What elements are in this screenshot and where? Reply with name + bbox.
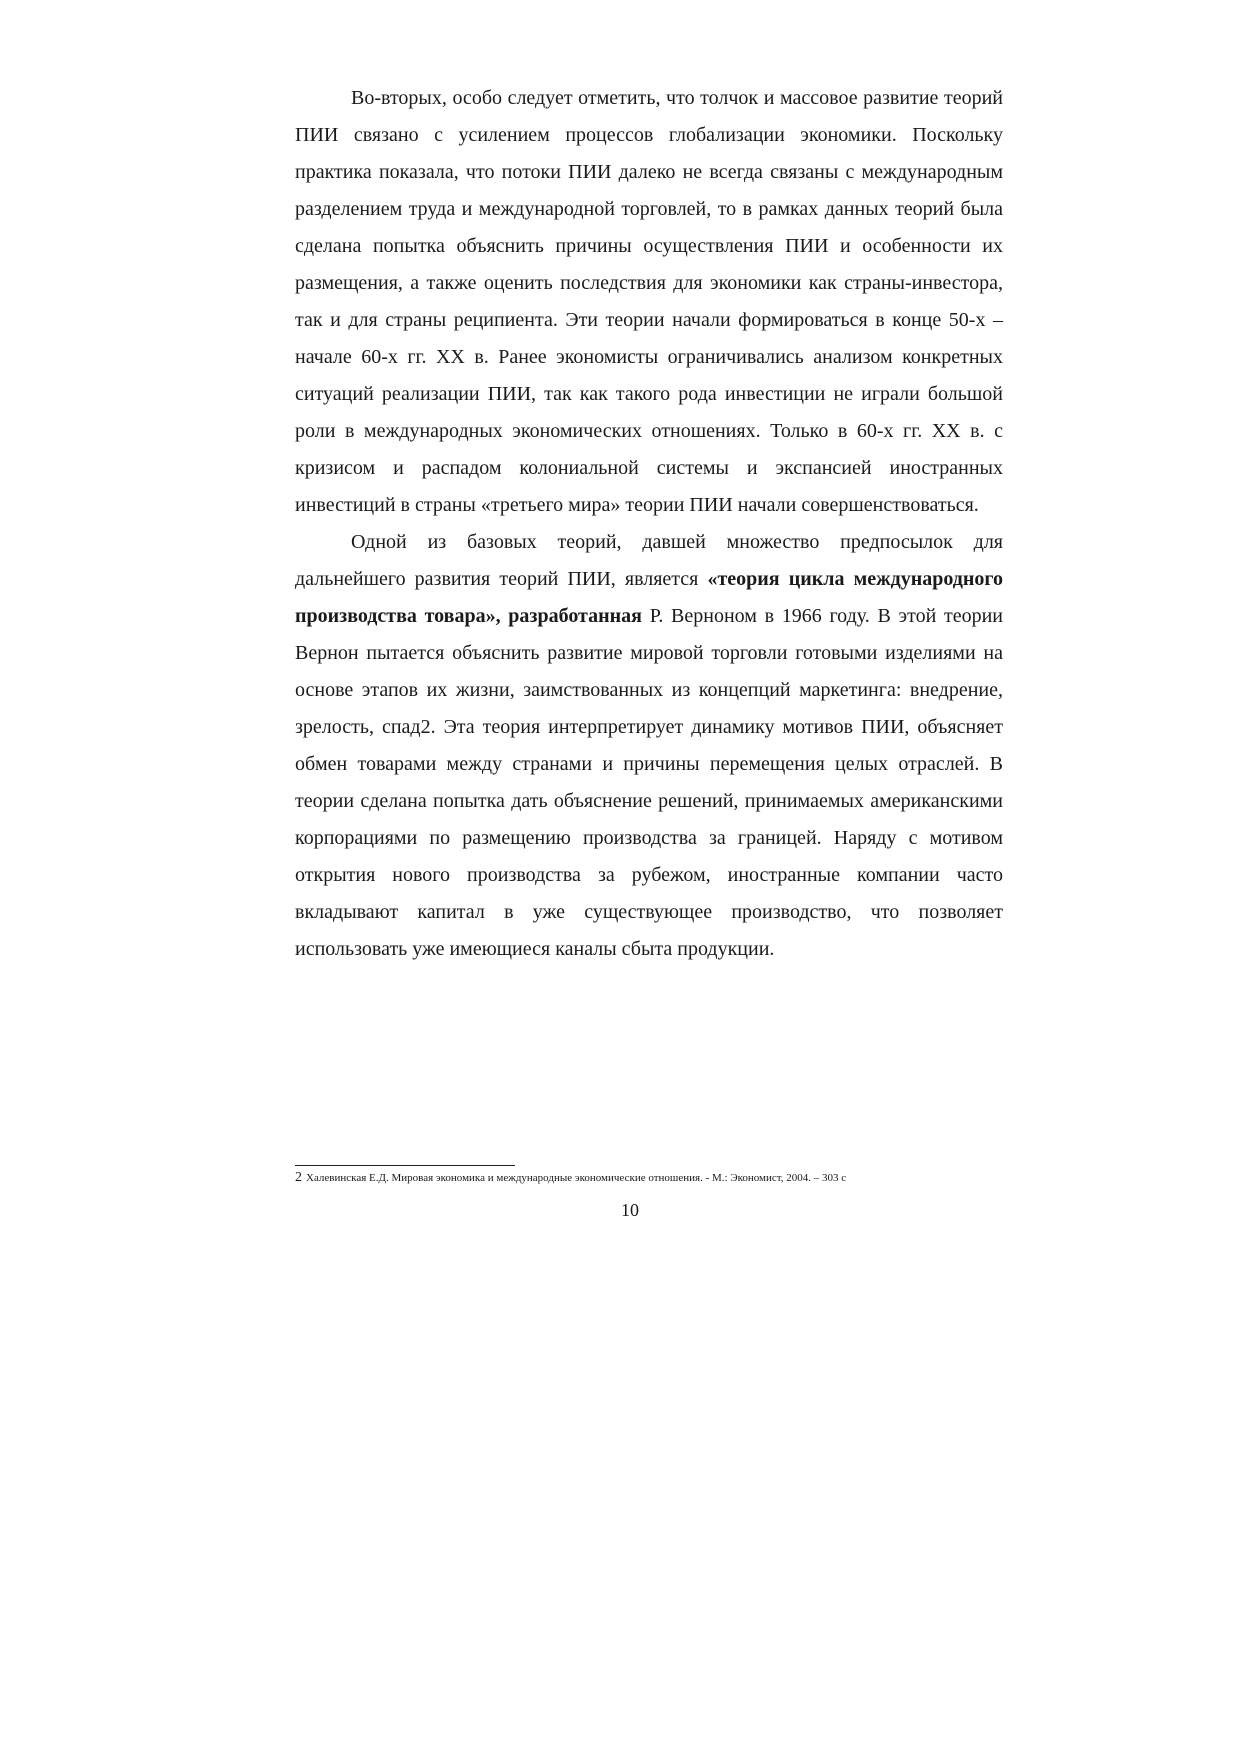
paragraph-2-intro: Одной из базовых теорий, давшей множество предпосылок для дальнейшего развития теорий ПИИ, является <box>295 531 1003 590</box>
footnote-separator <box>295 1165 515 1166</box>
document-body <box>295 80 1003 968</box>
footnote-text: Халевинская Е.Д. Мировая экономика и международные экономические отношения. - М.: Экономист, 2004. – 303 с <box>306 1172 847 1184</box>
footnote <box>295 1171 1003 1185</box>
footnote-mark: 2 <box>295 1170 302 1185</box>
paragraph-2 <box>295 524 1003 968</box>
paragraph-2-bold-term: «теория цикла международного производства товара», разработанная <box>295 568 1004 627</box>
page-number: 10 <box>621 1200 639 1220</box>
paragraph-1: Во-вторых, особо следует отметить, что толчок и массовое развитие теорий ПИИ связано с усилением процессов глобализации экономики. Поскольку практика показала, что потоки ПИИ далеко не всегда связаны с международным разделением труда и международной торговлей, то в рамках данных теорий была сделана попытка объяснить причины осуществления ПИИ и особенности их размещения, а также оценить последствия для экономики как страны-инвестора, так и для страны реципиента. Эти теории начали формироваться в конце 50-х – начале 60-х гг. XX в. Ранее экономисты ограничивались анализом конкретных ситуаций реализации ПИИ, так как такого рода инвестиции не играли большой роли в международных экономических отношениях. Только в 60-х гг. XX в. с кризисом и распадом колониальной системы и экспансией иностранных инвестиций в страны «третьего мира» теории ПИИ начали совершенствоваться. <box>295 87 1003 516</box>
paragraph-2-rest: Р. Верноном в 1966 году. В этой теории Вернон пытается объяснить развитие мировой торговли готовыми изделиями на основе этапов их жизни, заимствованных из концепций маркетинга: внедрение, зрелость, спад2. Эта теория интерпретирует динамику мотивов ПИИ, объясняет обмен товарами между странами и причины перемещения целых отраслей. В теории сделана попытка дать объяснение решений, принимаемых американскими корпорациями по размещению производства за границей. Наряду с мотивом открытия нового производства за рубежом, иностранные компании часто вкладывают капитал в уже существующее производство, что позволяет использовать уже имеющиеся каналы сбыта продукции. <box>295 605 1003 960</box>
